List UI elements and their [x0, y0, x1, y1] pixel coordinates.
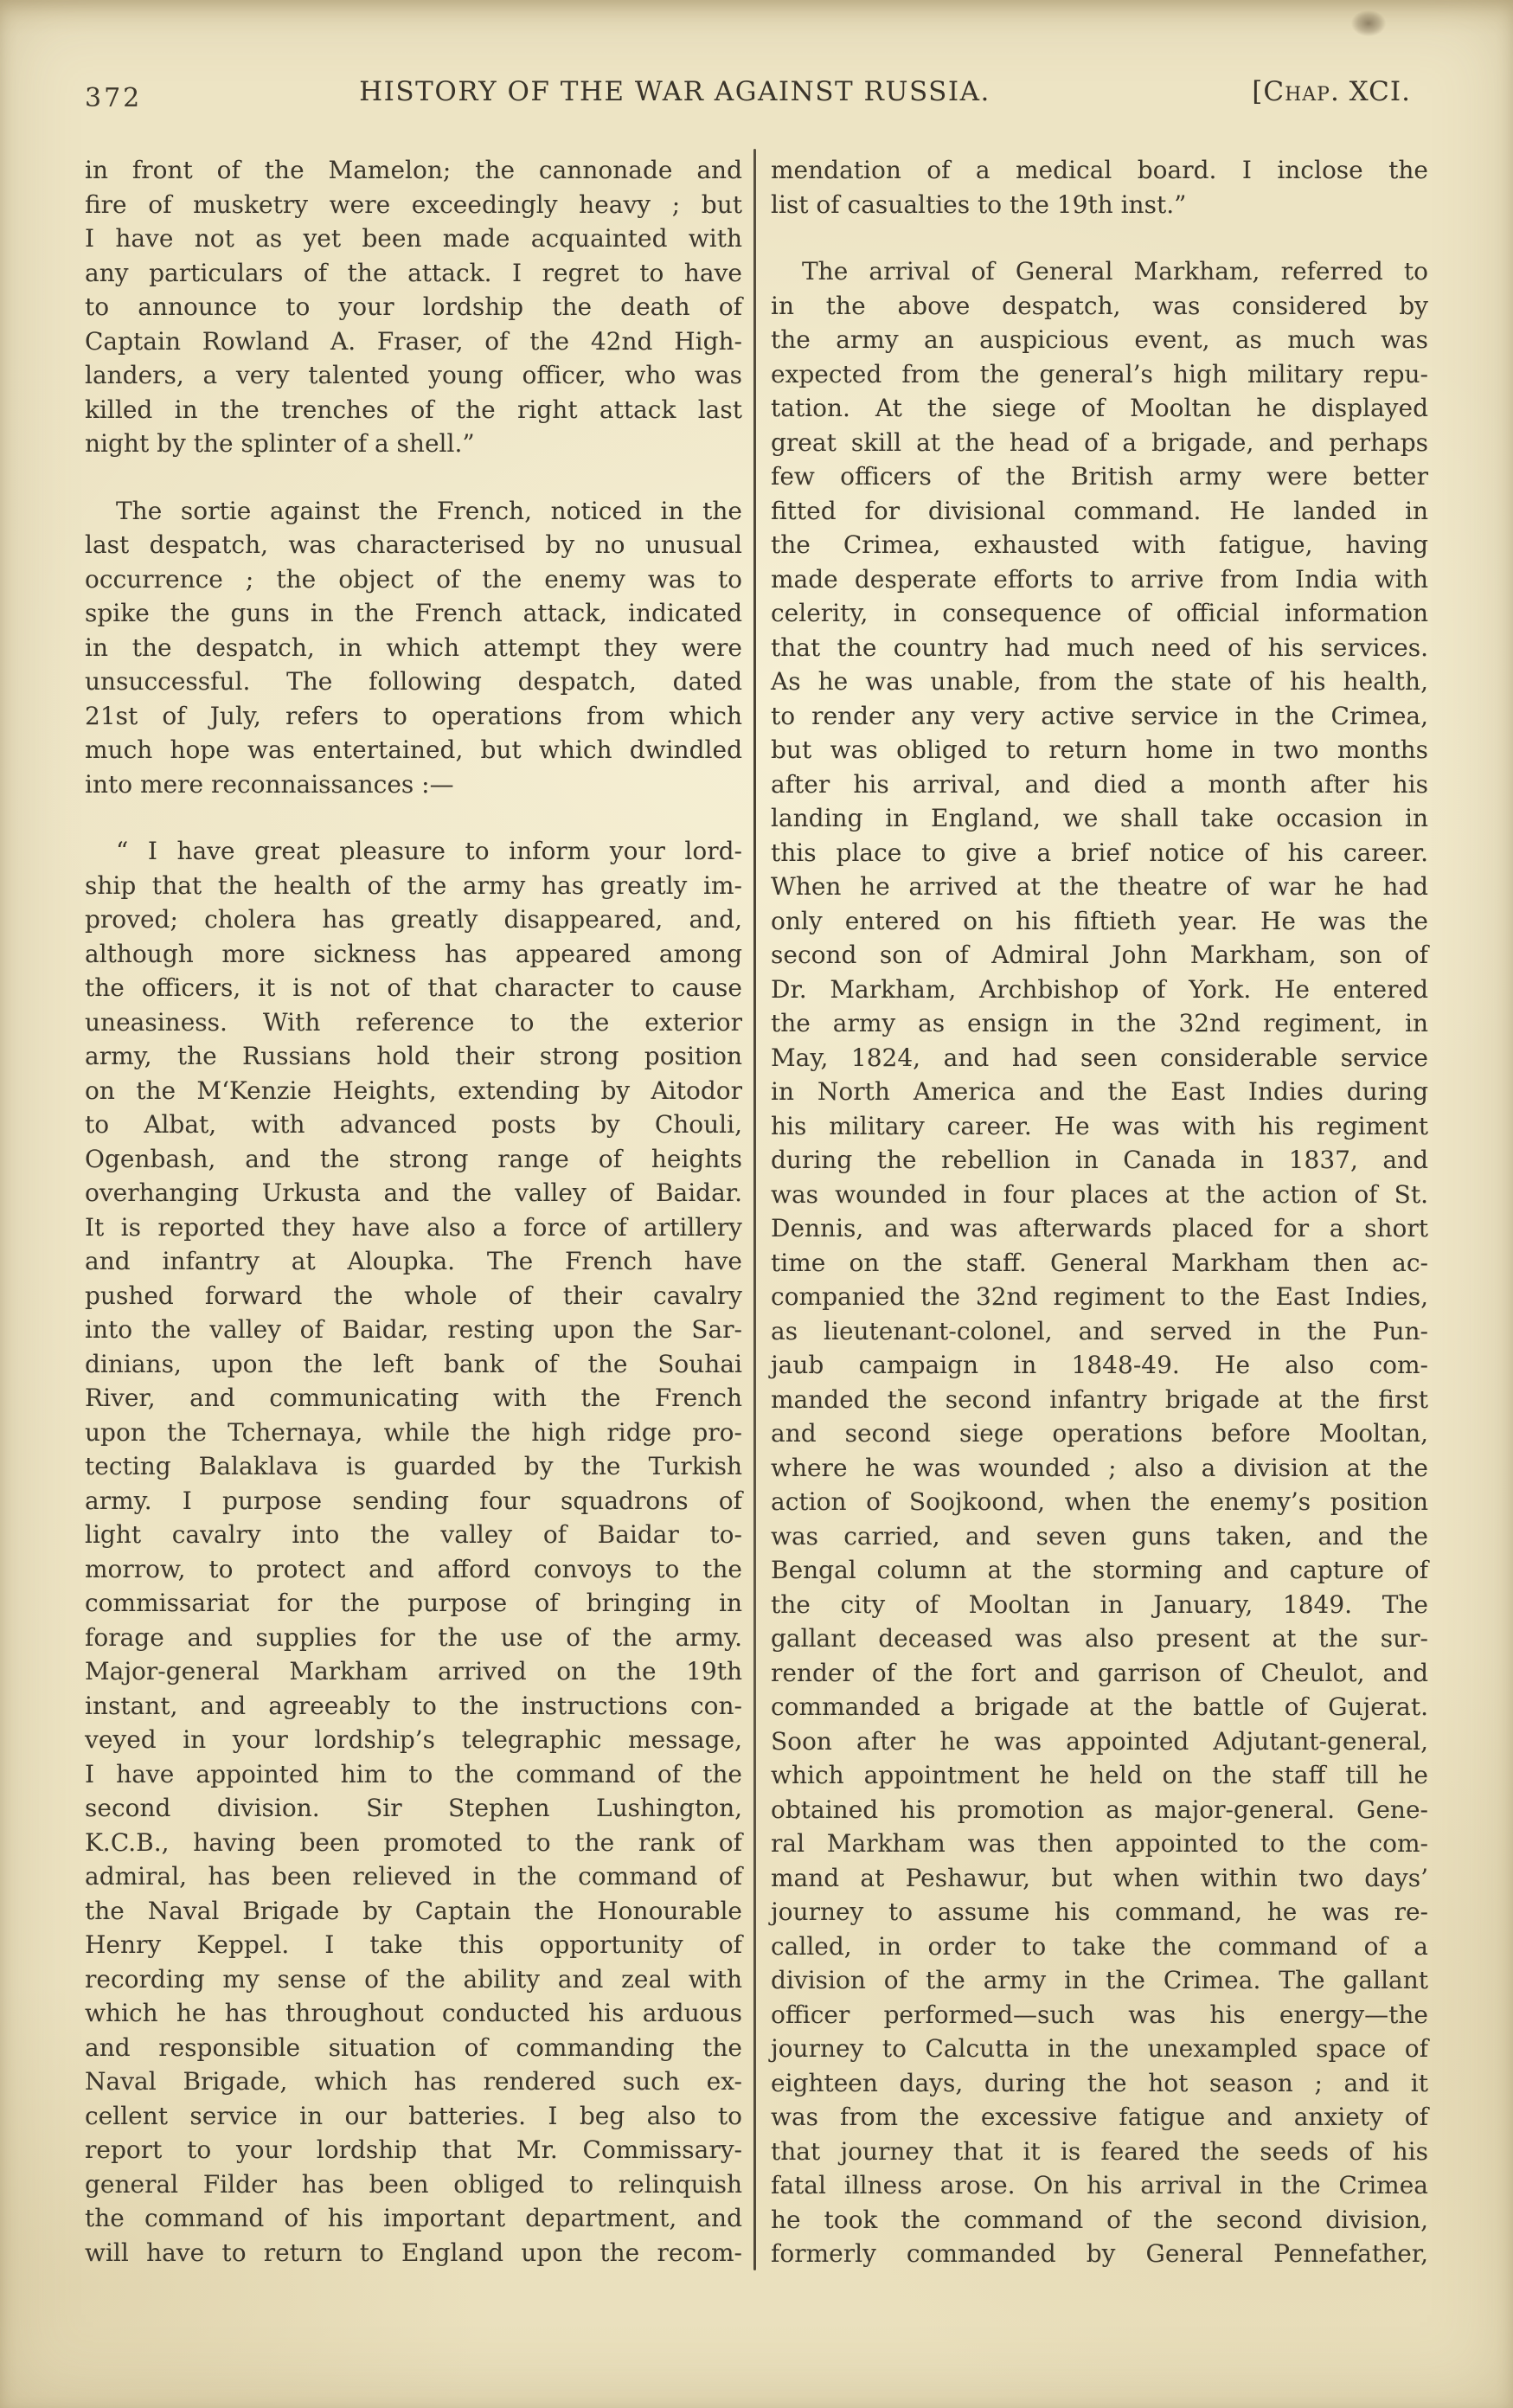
- text-line: eighteen days, during the hot season ; and it: [771, 2068, 1428, 2097]
- text-line: will have to return to England upon the recom-: [85, 2238, 742, 2267]
- text-line: to Albat, with advanced posts by Chouli,: [85, 1110, 742, 1139]
- text-line: into mere reconnaissances :—: [85, 769, 454, 799]
- text-line: commanded a brigade at the battle of Gujerat.: [771, 1692, 1428, 1721]
- text-line: manded the second infantry brigade at the first: [771, 1384, 1428, 1414]
- text-line: second son of Admiral John Markham, son of: [771, 941, 1428, 969]
- text-line: ral Markham was then appointed to the com-: [771, 1829, 1428, 1858]
- paragraph: [771, 153, 1428, 222]
- text-line: Bengal column at the storming and capture of: [771, 1556, 1428, 1584]
- text-line: and infantry at Aloupka. The French have: [85, 1247, 742, 1275]
- text-line: was carried, and seven guns taken, and the: [771, 1521, 1428, 1551]
- ink-smudge: [1351, 10, 1386, 36]
- text-line: the officers, it is not of that character to cause: [85, 973, 742, 1002]
- right-column: [771, 153, 1428, 2271]
- text-line: landers, a very talented young officer, who was: [85, 361, 742, 389]
- text-line: few officers of the British army were better: [771, 462, 1428, 491]
- text-line: second division. Sir Stephen Lushington,: [85, 1794, 742, 1822]
- paragraph: [85, 494, 742, 802]
- text-line: occurrence ; the object of the enemy was to: [85, 564, 742, 594]
- text-line: fitted for divisional command. He landed in: [771, 496, 1428, 525]
- text-line: unsuccessful. The following despatch, dated: [85, 667, 742, 696]
- text-line: jaub campaign in 1848-49. He also com-: [771, 1351, 1428, 1379]
- text-line: veyed in your lordship’s telegraphic message,: [85, 1725, 742, 1754]
- text-line: Dr. Markham, Archbishop of York. He entered: [771, 974, 1428, 1004]
- column-divider-rule: [753, 149, 756, 2270]
- text-line: K.C.B., having been promoted to the rank of: [85, 1827, 742, 1857]
- text-line: much hope was entertained, but which dwindled: [85, 735, 742, 764]
- text-line: upon the Tchernaya, while the high ridge pro-: [85, 1417, 742, 1447]
- chapter-label: [Chap. XCI.: [1252, 76, 1411, 107]
- text-line: officer performed—such was his energy—the: [771, 2000, 1428, 2029]
- text-line: was from the excessive fatigue and anxiety of: [771, 2103, 1428, 2131]
- text-line: as lieutenant-colonel, and served in the Pun-: [771, 1316, 1428, 1345]
- text-line: action of Soojkoond, when the enemy’s position: [771, 1487, 1428, 1516]
- text-line: Ogenbash, and the strong range of heights: [85, 1144, 742, 1173]
- text-line: the Crimea, exhausted with fatigue, having: [771, 530, 1428, 559]
- paragraph: [771, 254, 1428, 2271]
- page-title: HISTORY OF THE WAR AGAINST RUSSIA.: [359, 76, 991, 107]
- text-line: gallant deceased was also present at the sur-: [771, 1624, 1428, 1653]
- text-line: which appointment he held on the staff till he: [771, 1761, 1428, 1789]
- text-line: expected from the general’s high military repu-: [771, 359, 1428, 388]
- text-line: instant, and agreeably to the instructions con-: [85, 1691, 742, 1720]
- text-line: recording my sense of the ability and zeal with: [85, 1964, 742, 1994]
- text-line: dinians, upon the left bank of the Souhai: [85, 1349, 742, 1378]
- text-line: obtained his promotion as major-general. Gene-: [771, 1795, 1428, 1824]
- text-line: called, in order to take the command of a: [771, 1931, 1428, 1961]
- text-line: in North America and the East Indies during: [771, 1077, 1428, 1106]
- text-line: he took the command of the second division,: [771, 2205, 1428, 2234]
- text-line: companied the 32nd regiment to the East Indies,: [771, 1282, 1428, 1311]
- text-line: mendation of a medical board. I inclose the: [771, 156, 1428, 184]
- text-line: the Naval Brigade by Captain the Honourable: [85, 1896, 742, 1925]
- paragraph: [85, 834, 742, 2270]
- text-line: in the despatch, in which attempt they were: [85, 633, 742, 662]
- text-line: during the rebellion in Canada in 1837, and: [771, 1146, 1428, 1174]
- text-line: Captain Rowland A. Fraser, of the 42nd High-: [85, 326, 742, 356]
- text-line: made desperate efforts to arrive from India with: [771, 564, 1428, 594]
- text-line: I have appointed him to the command of the: [85, 1759, 742, 1788]
- text-line: general Filder has been obliged to relinquish: [85, 2169, 742, 2199]
- text-line: the command of his important department, and: [85, 2204, 742, 2232]
- text-line: army. I purpose sending four squadrons of: [85, 1486, 742, 1515]
- text-line: It is reported they have also a force of artillery: [85, 1212, 742, 1242]
- left-column: [85, 153, 742, 2270]
- text-line: that the country had much need of his services.: [771, 633, 1428, 662]
- text-line: overhanging Urkusta and the valley of Baidar.: [85, 1178, 742, 1207]
- text-line: army, the Russians hold their strong position: [85, 1042, 742, 1070]
- text-line: tation. At the siege of Mooltan he displayed: [771, 394, 1428, 422]
- text-line: The arrival of General Markham, referred to: [802, 257, 1428, 286]
- text-line: celerity, in consequence of official information: [771, 599, 1428, 627]
- text-line: tecting Balaklava is guarded by the Turkish: [85, 1452, 742, 1480]
- text-line: the city of Mooltan in January, 1849. The: [771, 1589, 1428, 1619]
- text-line: Naval Brigade, which has rendered such ex-: [85, 2067, 742, 2096]
- text-line: fire of musketry were exceedingly heavy ; but: [85, 189, 742, 219]
- text-line: to announce to your lordship the death of: [85, 292, 742, 321]
- text-line: that journey that it is feared the seeds of his: [771, 2136, 1428, 2166]
- text-line: time on the staff. General Markham then ac-: [771, 1248, 1428, 1277]
- text-line: admiral, has been relieved in the command of: [85, 1862, 742, 1891]
- text-line: 21st of July, refers to operations from which: [85, 701, 742, 730]
- text-line: great skill at the head of a brigade, and perhaps: [771, 427, 1428, 457]
- text-line: his military career. He was with his regiment: [771, 1111, 1428, 1140]
- text-line: night by the splinter of a shell.”: [85, 429, 475, 458]
- text-line: Soon after he was appointed Adjutant-general,: [771, 1726, 1428, 1756]
- text-line: and second siege operations before Mooltan,: [771, 1419, 1428, 1448]
- text-line: As he was unable, from the state of his health,: [771, 667, 1428, 696]
- text-line: render of the fort and garrison of Cheulot, and: [771, 1658, 1428, 1687]
- text-line: which he has throughout conducted his arduous: [85, 1999, 742, 2027]
- text-line: uneasiness. With reference to the exterior: [85, 1007, 742, 1037]
- text-line: The sortie against the French, noticed in the: [116, 496, 742, 525]
- text-line: only entered on his fiftieth year. He was the: [771, 906, 1428, 935]
- text-line: fatal illness arose. On his arrival in the Crimea: [771, 2171, 1428, 2199]
- text-line: Major-general Markham arrived on the 19th: [85, 1657, 742, 1686]
- text-line: division of the army in the Crimea. The gallant: [771, 1966, 1428, 1994]
- text-line: this place to give a brief notice of his career.: [771, 838, 1428, 867]
- text-line: was wounded in four places at the action of St.: [771, 1179, 1428, 1209]
- text-line: pushed forward the whole of their cavalry: [85, 1281, 742, 1310]
- text-line: cellent service in our batteries. I beg also to: [85, 2101, 742, 2130]
- text-line: last despatch, was characterised by no unusual: [85, 530, 742, 559]
- page-number: 372: [85, 83, 143, 113]
- text-line: When he arrived at the theatre of war he had: [771, 872, 1428, 901]
- text-line: but was obliged to return home in two months: [771, 735, 1428, 764]
- text-line: ship that the health of the army has greatly im-: [85, 870, 742, 900]
- text-line: River, and communicating with the French: [85, 1384, 742, 1412]
- text-line: morrow, to protect and afford convoys to the: [85, 1554, 742, 1583]
- text-line: any particulars of the attack. I regret to have: [85, 258, 742, 287]
- page-header: [0, 76, 1513, 116]
- text-line: journey to assume his command, he was re-: [771, 1898, 1428, 1926]
- text-line: proved; cholera has greatly disappeared, and,: [85, 905, 742, 934]
- text-line: I have not as yet been made acquainted with: [85, 224, 742, 253]
- text-line: report to your lordship that Mr. Commissary-: [85, 2135, 742, 2164]
- text-line: the army an auspicious event, as much was: [771, 325, 1428, 354]
- text-line: and responsible situation of commanding the: [85, 2032, 742, 2062]
- text-line: killed in the trenches of the right attack last: [85, 395, 742, 424]
- text-line: where he was wounded ; also a division at the: [771, 1453, 1428, 1482]
- text-line: spike the guns in the French attack, indicated: [85, 599, 742, 627]
- text-line: in the above despatch, was considered by: [771, 291, 1428, 320]
- paragraph: [85, 153, 742, 461]
- text-line: landing in England, we shall take occasion in: [771, 804, 1428, 832]
- text-line: commissariat for the purpose of bringing in: [85, 1589, 742, 1617]
- text-line: Dennis, and was afterwards placed for a short: [771, 1214, 1428, 1243]
- text-line: Henry Keppel. I take this opportunity of: [85, 1930, 742, 1959]
- text-line: after his arrival, and died a month after his: [771, 769, 1428, 799]
- text-line: May, 1824, and had seen considerable service: [771, 1043, 1428, 1072]
- text-line: on the M‘Kenzie Heights, extending by Aitodor: [85, 1076, 742, 1105]
- text-line: although more sickness has appeared among: [85, 939, 742, 968]
- text-line: into the valley of Baidar, resting upon the Sar-: [85, 1315, 742, 1344]
- text-line: formerly commanded by General Pennefather,: [771, 2239, 1428, 2268]
- text-line: “ I have great pleasure to inform your lord-: [116, 837, 742, 865]
- text-line: forage and supplies for the use of the army.: [85, 1622, 742, 1652]
- text-line: in front of the Mamelon; the cannonade and: [85, 156, 742, 184]
- text-line: list of casualties to the 19th inst.”: [771, 189, 1187, 219]
- text-line: journey to Calcutta in the unexampled space of: [771, 2034, 1428, 2063]
- text-line: light cavalry into the valley of Baidar to-: [85, 1520, 742, 1549]
- text-line: the army as ensign in the 32nd regiment, in: [771, 1009, 1428, 1037]
- text-line: to render any very active service in the Crimea,: [771, 701, 1428, 730]
- text-line: mand at Peshawur, but when within two days’: [771, 1863, 1428, 1892]
